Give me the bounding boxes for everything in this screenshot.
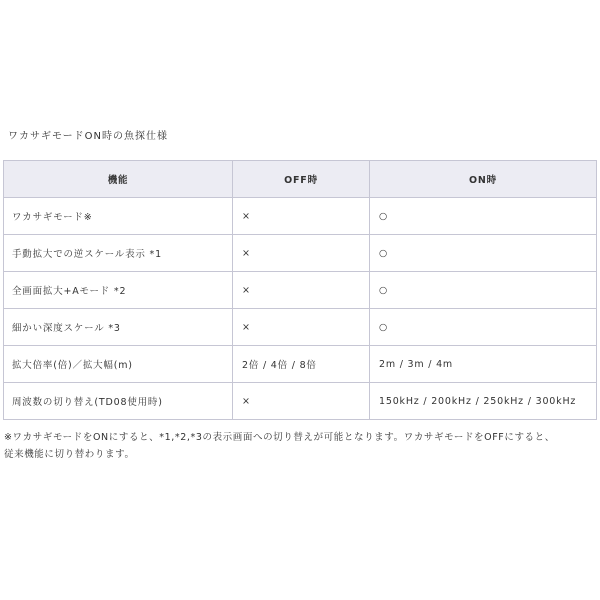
header-function: 機能 — [4, 161, 233, 198]
row-feature: 細かい深度スケール *3 — [4, 309, 233, 346]
row-on-value: 150kHz / 200kHz / 250kHz / 300kHz — [370, 383, 597, 420]
row-feature: 拡大倍率(倍)／拡大幅(m) — [4, 346, 233, 383]
footnote-line-2: 従来機能に切り替わります。 — [4, 449, 135, 460]
row-on-value: 2m / 3m / 4m — [370, 346, 597, 383]
table-row — [4, 198, 597, 235]
row-feature: 周波数の切り替え(TD08使用時) — [4, 383, 233, 420]
row-on-value: ○ — [370, 198, 597, 235]
row-on-value: ○ — [370, 272, 597, 309]
row-on-value: ○ — [370, 235, 597, 272]
header-off: OFF時 — [233, 161, 370, 198]
table-header-row — [4, 161, 597, 198]
table-row — [4, 383, 597, 420]
table-row — [4, 346, 597, 383]
table-row — [4, 235, 597, 272]
table-row — [4, 272, 597, 309]
footnote — [4, 429, 596, 463]
row-off-value: × — [233, 235, 370, 272]
row-feature: 手動拡大での逆スケール表示 *1 — [4, 235, 233, 272]
row-on-value: ○ — [370, 309, 597, 346]
footnote-line-1: ※ワカサギモードをONにすると、*1,*2,*3の表示画面への切り替えが可能となります。ワカサギモードをOFFにすると、 — [4, 432, 555, 443]
row-off-value: × — [233, 383, 370, 420]
table-caption: ワカサギモードON時の魚探仕様 — [8, 131, 168, 142]
table-row — [4, 309, 597, 346]
row-off-value: × — [233, 309, 370, 346]
row-off-value: 2倍 / 4倍 / 8倍 — [233, 346, 370, 383]
row-feature: 全画面拡大+Aモード *2 — [4, 272, 233, 309]
row-off-value: × — [233, 198, 370, 235]
header-on: ON時 — [370, 161, 597, 198]
row-off-value: × — [233, 272, 370, 309]
row-feature: ワカサギモード※ — [4, 198, 233, 235]
spec-table — [3, 160, 597, 420]
